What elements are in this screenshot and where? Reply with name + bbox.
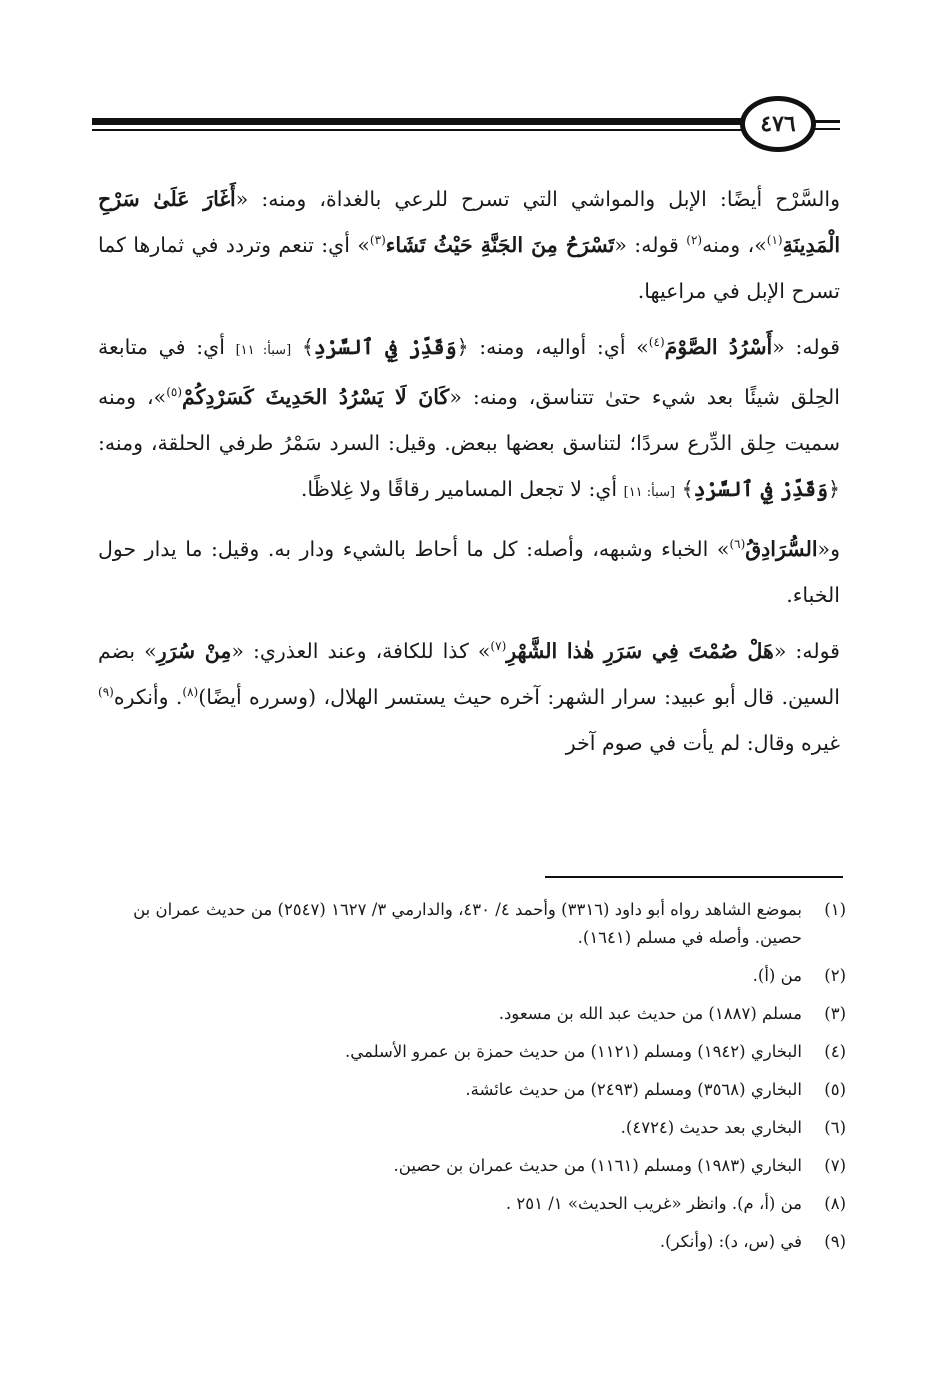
footnote-item [98, 1114, 846, 1142]
text: »، ومنه سميت حِلق الدِّرع سردًا؛ لتناسق بعضها ببعض. وقيل: السرد سَمْرُ طرفي الحلقة، ومنه: ﴿ [98, 385, 840, 501]
hadith-quote: أَغَارَ عَلَىٰ سَرْحِ الْمَدِينَةِ [98, 187, 841, 257]
surah-reference: [سبأ: ١١] [623, 485, 676, 500]
paragraph-sarar [98, 628, 840, 766]
footnote-ref: (٢) [686, 233, 703, 248]
footnote-text: البخاري بعد حديث (٤٧٢٤). [620, 1118, 802, 1137]
footnote-ref: (٤) [648, 335, 665, 350]
text: والسَّرْح أيضًا: الإبل والمواشي التي تسرح للرعي بالغداة، ومنه: « [235, 187, 840, 211]
footnote-ref: (٩) [98, 685, 114, 700]
quran-quote: وَقَدِّرْ فِي ٱلسَّرْدِ [313, 335, 457, 359]
hadith-quote: السُّرَادِقُ [745, 537, 818, 561]
footnote-item [98, 1000, 846, 1028]
text: أي: لا تجعل المسامير رقاقًا ولا غِلاظًا. [300, 477, 624, 501]
hadith-quote: هَلْ صُمْتَ فِي سَرَرِ هٰذا الشَّهْرِ [506, 639, 774, 663]
text: أي: في متابعة الحِلق شيئًا بعد شيء حتىٰ تتناسق، ومنه: « [98, 335, 840, 409]
footnote-text: مسلم (١٨٨٧) من حديث عبد الله بن مسعود. [498, 1004, 802, 1023]
footnote-item [98, 1038, 846, 1066]
quran-quote: وَقَدِّرْ فِي ٱلسَّرْدِ [693, 477, 828, 501]
text: قوله: « [773, 639, 840, 663]
footnote-item [98, 1152, 846, 1180]
footnote-text: البخاري (١٩٤٢) ومسلم (١١٢١) من حديث حمزة بن عمرو الأسلمي. [345, 1042, 802, 1061]
paragraph-sard [98, 324, 840, 516]
footnote-ref: (١) [766, 233, 783, 248]
footnote-item [98, 1190, 846, 1218]
header-rule-thick [92, 118, 748, 125]
hadith-quote: أَسْرُدُ الصَّوْمَ [664, 335, 773, 359]
footnote-number: (٧) [824, 1156, 846, 1175]
footnote-text: من (أ). [752, 966, 802, 985]
footnote-item [98, 962, 846, 990]
footnote-ref: (٥) [166, 385, 183, 400]
page-number: ٤٧٦ [760, 111, 796, 137]
footnote-text: في (س، د): (وأنكر). [659, 1232, 802, 1251]
footnote-item [98, 1228, 846, 1256]
footnote-number: (٢) [824, 966, 846, 985]
footnote-number: (٥) [824, 1080, 846, 1099]
footnote-item [98, 896, 846, 952]
footnote-text: بموضع الشاهد رواه أبو داود (٣٣١٦) وأحمد ٤/ ٤٣٠، والدارمي ٣/ ١٦٢٧ (٢٥٤٧) من حديث عمران بن حصين. وأصله في مسلم (١٦٤١). [133, 900, 802, 947]
footnote-number: (٤) [824, 1042, 846, 1061]
footnote-number: (٣) [824, 1004, 846, 1023]
hadith-quote: تَسْرَحُ مِنَ الجَنَّةِ حَيْثُ تَشَاء [385, 233, 615, 257]
text: » بضم السين. قال أبو عبيد: سرار الشهر: آخره حيث يستسر الهلال، (وسرره أيضًا) [98, 639, 840, 709]
footnote-number: (١) [824, 900, 846, 919]
header-rule-thin [92, 129, 748, 131]
page-header [92, 96, 840, 156]
surah-reference: [سبأ: ١١] [235, 343, 292, 358]
footnote-ref: (٧) [490, 639, 507, 654]
text: » أي: تنعم وتردد في ثمارها كما تسرح الإبل في مراعيها. [98, 233, 840, 303]
hadith-quote: مِنْ سُرَرِ [156, 639, 232, 663]
text: غيره وقال: لم يأت في صوم آخر [565, 731, 840, 755]
text: قوله: « [614, 233, 687, 257]
text: قوله: « [772, 335, 841, 359]
page-number-badge [740, 96, 816, 152]
footnote-text: من (أ، م). وانظر «غريب الحديث» ١/ ٢٥١ . [505, 1194, 802, 1213]
text: و« [817, 537, 840, 561]
footnote-number: (٦) [824, 1118, 846, 1137]
footnote-text: البخاري (١٩٨٣) ومسلم (١١٦١) من حديث عمران بن حصين. [393, 1156, 802, 1175]
footnote-number: (٩) [824, 1232, 846, 1251]
footnote-item [98, 1076, 846, 1104]
text: » كذا للكافة، وعند العذري: « [231, 639, 491, 663]
footnote-ref: (٨) [182, 685, 199, 700]
text: »، ومنه [702, 233, 767, 257]
hadith-quote: كَانَ لَا يَسْرُدُ الحَدِيثَ كَسَرْدِكُمْ [182, 385, 450, 409]
footnote-text: البخاري (٣٥٦٨) ومسلم (٢٤٩٣) من حديث عائشة. [465, 1080, 802, 1099]
paragraph-suradiq [98, 526, 840, 618]
paragraph-sarh [98, 176, 840, 314]
text: » الخباء وشبهه، وأصله: كل ما أحاط بالشيء ودار به. وقيل: ما يدار حول الخباء. [98, 537, 840, 607]
text: ﴾ [291, 335, 314, 359]
main-text [98, 176, 840, 776]
footnote-separator [545, 876, 843, 878]
text: ﴾ [675, 477, 694, 501]
text: » أي: أواليه، ومنه: ﴿ [456, 335, 649, 359]
text: . وأنكره [113, 685, 183, 709]
footnotes [98, 896, 846, 1266]
footnote-number: (٨) [824, 1194, 846, 1213]
footnote-ref: (٦) [729, 537, 746, 552]
footnote-ref: (٣) [369, 233, 386, 248]
